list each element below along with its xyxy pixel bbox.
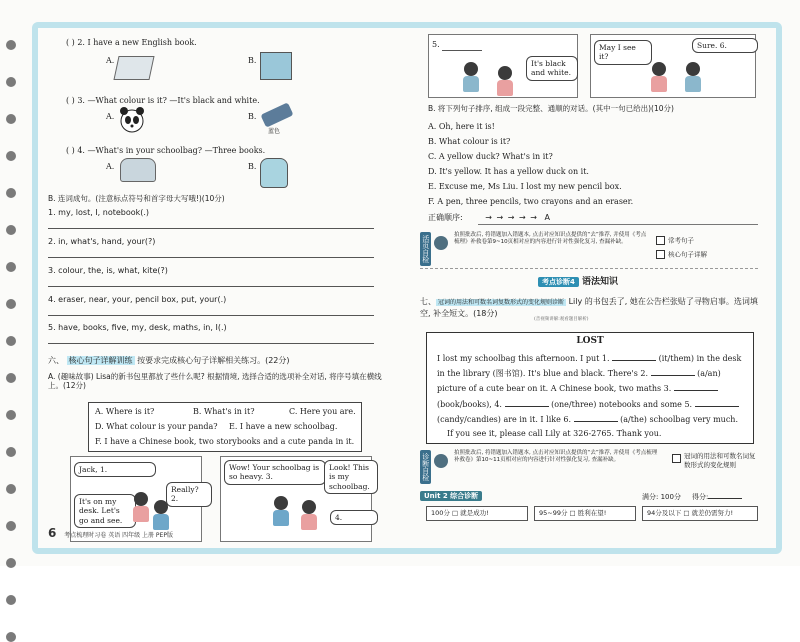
- notice-title: LOST: [576, 336, 604, 346]
- boy-figure-2: [274, 496, 288, 510]
- blank-5-label: 5.: [432, 40, 440, 49]
- order-item-e: E. Excuse me, Ms Liu. I lost my new pencil box.: [428, 182, 622, 191]
- section-six-heading: 六、 核心句子详解训练 按要求完成核心句子详解相关练习。(22分): [48, 356, 290, 365]
- footer-text: 考点梳理时习卷 英语 四年级 上册 PEP版: [64, 532, 173, 539]
- image-caption: 蓝色: [268, 128, 281, 135]
- speech-bubble-look: Look! This is my schoolbag.: [324, 460, 378, 494]
- diagnosis-header: [538, 277, 618, 288]
- diagnosis-check-tag: 诊断自检: [420, 450, 431, 484]
- diagnosis-badge: 考点诊断4: [538, 277, 579, 287]
- section-seven-text: Lily 的书包丢了, 她在公告栏张贴了寻物启事。选词填空, 补全短文。(18分): [420, 297, 758, 319]
- sentence-2: 2. in, what's, hand, your(?): [48, 237, 156, 246]
- self-check-tag: 活页自检: [420, 232, 431, 266]
- blank-5-line[interactable]: [442, 50, 482, 51]
- left-footer: [48, 526, 173, 540]
- option-e: E. I have a new schoolbag.: [229, 422, 338, 431]
- panda-image: [118, 106, 146, 134]
- speech-bubble-jack: Jack, 1.: [74, 462, 156, 477]
- notice-closing: If you see it, please call Lily at 326-2765. Thank you.: [447, 429, 662, 438]
- blank-3[interactable]: [674, 390, 718, 391]
- speech-bubble-four: 4.: [330, 510, 378, 525]
- options-box: [88, 402, 362, 452]
- speech-bubble-wow: Wow! Your schoolbag is so heavy. 3.: [224, 460, 326, 485]
- checkbox-core-sentences[interactable]: 核心句子详解: [656, 250, 707, 259]
- option-a: A. Where is it?: [95, 407, 155, 416]
- boy-body-2: [273, 510, 289, 526]
- mascot-icon: [434, 236, 448, 250]
- speech-bubble-may-see: May I see it?: [594, 40, 652, 65]
- order-answer-line[interactable]: [478, 224, 758, 225]
- option-b-label: B.: [248, 112, 257, 121]
- blank-1[interactable]: [612, 360, 656, 361]
- option-a-label: A.: [106, 162, 115, 171]
- question-4: [66, 146, 265, 156]
- answer-paren[interactable]: ( ): [66, 38, 75, 47]
- section-badge: 核心句子详解训练: [68, 356, 133, 365]
- option-b-label: B.: [248, 56, 257, 65]
- answer-line-5[interactable]: [48, 343, 374, 344]
- girl-body-3: [497, 80, 513, 96]
- sentence-3: 3. colour, the, is, what, kite(?): [48, 266, 168, 275]
- section-a-instruction: A. (趣味故事) Lisa的新书包里都放了些什么呢? 根据情境, 选择合适的选项补全对话, 将序号填在横线上。(12分): [48, 372, 382, 391]
- question-text: 3. —What colour is it? —It's black and white.: [77, 96, 260, 105]
- level-95[interactable]: 95~99分 □ 胜利在望!: [534, 506, 636, 521]
- girl-body-2: [301, 514, 317, 530]
- girl-figure-2: [302, 500, 316, 514]
- option-a-label: A.: [106, 56, 115, 65]
- correct-order-row[interactable]: 正确顺序: → → → → → A: [428, 213, 550, 222]
- level-100[interactable]: 100分 □ 就是成功!: [426, 506, 528, 521]
- full-score: 满分: 100分: [642, 493, 681, 501]
- sentence-4: 4. eraser, near, your, pencil box, put, your(.): [48, 295, 227, 304]
- question-2: [66, 38, 197, 48]
- pencil-box-image: [120, 158, 156, 182]
- diagnosis-title: 语法知识: [582, 277, 619, 287]
- speech-bubble-really: Really? 2.: [166, 482, 212, 507]
- option-b-label: B.: [248, 162, 257, 171]
- ordering-title: B. 将下列句子排序, 组成一段完整、通顺的对话。(其中一句已给出)(10分): [428, 104, 674, 113]
- book-stack-image: [113, 56, 154, 80]
- teacher-figure: [464, 62, 478, 76]
- unit-label: Unit 2 综合诊断: [420, 491, 482, 501]
- notice-body: I lost my schoolbag this afternoon. I put 1. (it/them) in the desk in the library (图书馆). It's blue and black. There's 2. (a/an) picture of a cute bear on it. A Chinese book, two maths 3. (book/books), 4. (one/three) notebooks and some 5. (candy/candies) are in it. I like 6. (a/the) schoolbag very much.: [437, 354, 742, 424]
- speech-bubble-black-white: It's black and white.: [526, 56, 578, 81]
- answer-line-3[interactable]: [48, 286, 374, 287]
- speech-bubble-desk: It's on my desk. Let's go and see.: [74, 494, 136, 528]
- girl-body-4: [651, 76, 667, 92]
- order-item-a: A. Oh, here it is!: [428, 122, 495, 131]
- page-number: 6: [48, 526, 57, 540]
- girl-body: [133, 506, 149, 522]
- order-item-c: C. A yellow duck? What's in it?: [428, 152, 553, 161]
- section-b-title: B. 连词成句。(注意标点符号和首字母大写哦!)(10分): [48, 194, 225, 203]
- girl-figure: [134, 492, 148, 506]
- blank-5[interactable]: [695, 406, 739, 407]
- blank-6[interactable]: [574, 421, 618, 422]
- blank-4[interactable]: [505, 406, 549, 407]
- answer-line-4[interactable]: [48, 315, 374, 316]
- binding-holes: [6, 40, 20, 540]
- section-badge: 冠词的用法和可数名词复数形式的变化规则诊断: [438, 299, 565, 306]
- order-item-f: F. A pen, three pencils, two crayons and an eraser.: [428, 197, 634, 206]
- question-text: 2. I have a new English book.: [77, 38, 197, 47]
- schoolbag-image: [260, 158, 288, 188]
- score-field[interactable]: 得分:: [692, 493, 742, 502]
- order-item-b: B. What colour is it?: [428, 137, 511, 146]
- tip-text: 拍照批改后, 将错题加入错题本, 点击对应知识点提供的“去”推荐, 并使用《考点梳理》补救卷第9~10页相对应的内容进行针对性强化复习, 查漏补缺。: [454, 232, 647, 246]
- level-94[interactable]: 94分及以下 □ 就差仍需努力!: [642, 506, 758, 521]
- tip-text-2: 拍照批改后, 将错题加入错题本, 点击对应知识点提供的“去”推荐, 并使用《考点梳理补救卷》第10~11页相对应的内容进行针对性强化复习, 查漏补缺。: [454, 450, 658, 464]
- answer-line-2[interactable]: [48, 257, 374, 258]
- english-book-image: [260, 52, 292, 80]
- option-d: D. What colour is your panda?: [95, 422, 218, 431]
- answer-paren[interactable]: ( ): [66, 96, 75, 105]
- mascot-icon-2: [434, 454, 448, 468]
- unit-bar: [420, 492, 482, 501]
- question-3: [66, 96, 260, 106]
- answer-line-1[interactable]: [48, 228, 374, 229]
- blank-2[interactable]: [651, 375, 695, 376]
- option-c: C. Here you are.: [289, 407, 356, 416]
- question-text: 4. —What's in your schoolbag? —Three books.: [77, 146, 266, 155]
- tiny-note: (音视频讲解:观看题目解析): [534, 317, 589, 322]
- section-seven: 七、 冠词的用法和可数名词复数形式的变化规则诊断 Lily 的书包丢了, 她在公告栏张贴了寻物启事。选词填空, 补全短文。(18分): [420, 297, 758, 319]
- section-title: 按要求完成核心句子详解相关练习。(22分): [137, 356, 290, 365]
- teacher-body-2: [685, 76, 701, 92]
- boy-figure: [154, 500, 168, 514]
- option-b: B. What's in it?: [193, 407, 255, 416]
- teacher-figure-2: [686, 62, 700, 76]
- checkbox-common-sentences[interactable]: 常考句子: [656, 236, 694, 245]
- order-item-d: D. It's yellow. It has a yellow duck on it.: [428, 167, 589, 176]
- sentence-1: 1. my, lost, I, notebook(.): [48, 208, 150, 217]
- lost-notice: [426, 332, 754, 444]
- girl-figure-3: [498, 66, 512, 80]
- option-a-label: A.: [106, 112, 115, 121]
- checkbox-articles[interactable]: 冠词的用法和可数名词复数形式的变化规则: [672, 452, 758, 470]
- girl-figure-4: [652, 62, 666, 76]
- sentence-5: 5. have, books, five, my, desk, maths, in, I(.): [48, 323, 227, 332]
- option-f: F. I have a Chinese book, two storybooks and a cute panda in it.: [95, 437, 355, 446]
- teacher-body: [463, 76, 479, 92]
- answer-paren[interactable]: ( ): [66, 146, 75, 155]
- speech-bubble-sure: Sure. 6.: [692, 38, 758, 53]
- divider: [420, 268, 758, 269]
